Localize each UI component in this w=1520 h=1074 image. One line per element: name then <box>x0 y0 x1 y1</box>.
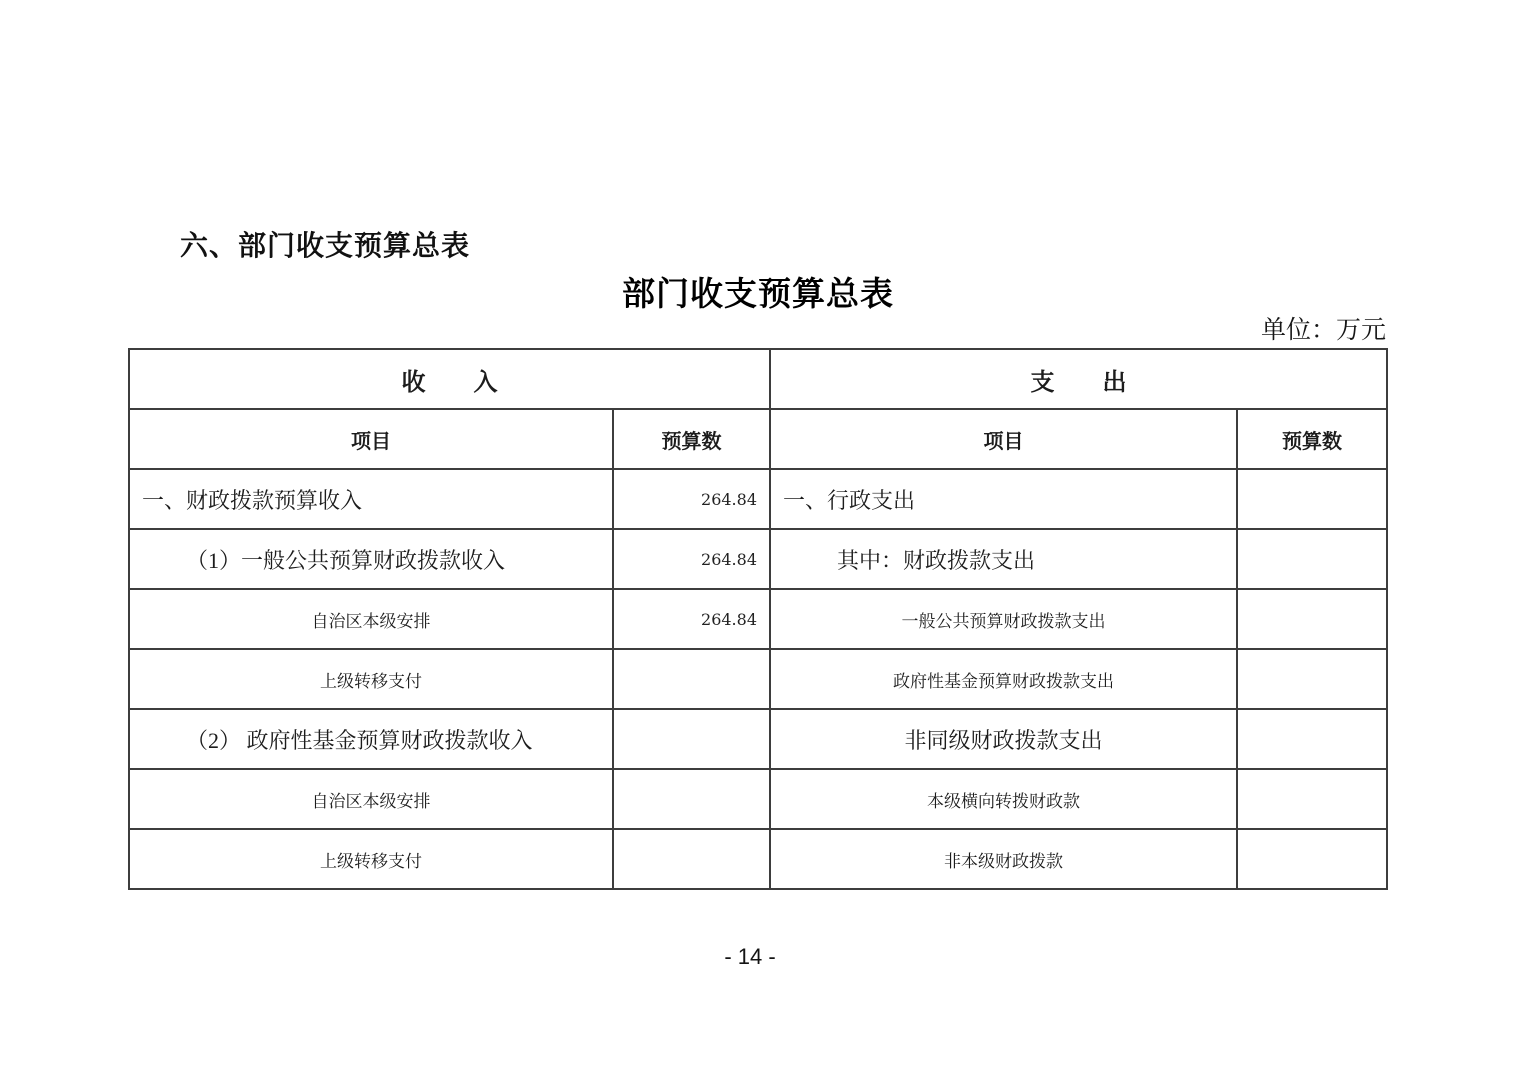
income-value-cell: 264.84 <box>613 589 770 649</box>
income-item-cell: 上级转移支付 <box>129 829 613 889</box>
income-section-header: 收 入 <box>129 349 770 409</box>
page-number: - 14 - <box>724 944 776 969</box>
unit-label: 单位：万元 <box>1260 317 1386 344</box>
income-item-cell: 自治区本级安排 <box>129 769 613 829</box>
expense-budget-column-header: 预算数 <box>1237 409 1387 469</box>
income-item-cell: （1）一般公共预算财政拨款收入 <box>129 529 613 589</box>
expense-item-column-header: 项目 <box>770 409 1237 469</box>
income-item-cell: （2） 政府性基金预算财政拨款收入 <box>129 709 613 769</box>
table-row <box>129 709 1387 769</box>
expense-section-header: 支 出 <box>770 349 1387 409</box>
expense-value-cell <box>1237 529 1387 589</box>
table-row <box>129 649 1387 709</box>
expense-value-cell <box>1237 709 1387 769</box>
income-value-cell: 264.84 <box>613 469 770 529</box>
expense-item-cell: 本级横向转拨财政款 <box>770 769 1237 829</box>
income-item-column-header: 项目 <box>129 409 613 469</box>
income-value-cell <box>613 829 770 889</box>
expense-value-cell <box>1237 769 1387 829</box>
table-row <box>129 829 1387 889</box>
table-row <box>129 529 1387 589</box>
expense-item-cell: 非同级财政拨款支出 <box>770 709 1237 769</box>
table-title: 部门收支预算总表 <box>622 277 894 313</box>
budget-summary-table <box>128 348 1388 890</box>
expense-value-cell <box>1237 829 1387 889</box>
section-heading: 六、部门收支预算总表 <box>180 230 471 261</box>
income-budget-column-header: 预算数 <box>613 409 770 469</box>
table-header-row-sections <box>129 349 1387 409</box>
expense-item-cell: 一般公共预算财政拨款支出 <box>770 589 1237 649</box>
table-row <box>129 769 1387 829</box>
expense-item-cell: 非本级财政拨款 <box>770 829 1237 889</box>
income-value-cell <box>613 649 770 709</box>
income-value-cell <box>613 769 770 829</box>
income-value-cell <box>613 709 770 769</box>
income-item-cell: 一、财政拨款预算收入 <box>129 469 613 529</box>
expense-item-cell: 政府性基金预算财政拨款支出 <box>770 649 1237 709</box>
income-value-cell: 264.84 <box>613 529 770 589</box>
table-row <box>129 469 1387 529</box>
table-header-row-columns <box>129 409 1387 469</box>
income-item-cell: 上级转移支付 <box>129 649 613 709</box>
income-item-cell: 自治区本级安排 <box>129 589 613 649</box>
expense-item-cell: 其中：财政拨款支出 <box>770 529 1237 589</box>
expense-value-cell <box>1237 589 1387 649</box>
expense-value-cell <box>1237 469 1387 529</box>
expense-item-cell: 一、行政支出 <box>770 469 1237 529</box>
table-row <box>129 589 1387 649</box>
expense-value-cell <box>1237 649 1387 709</box>
